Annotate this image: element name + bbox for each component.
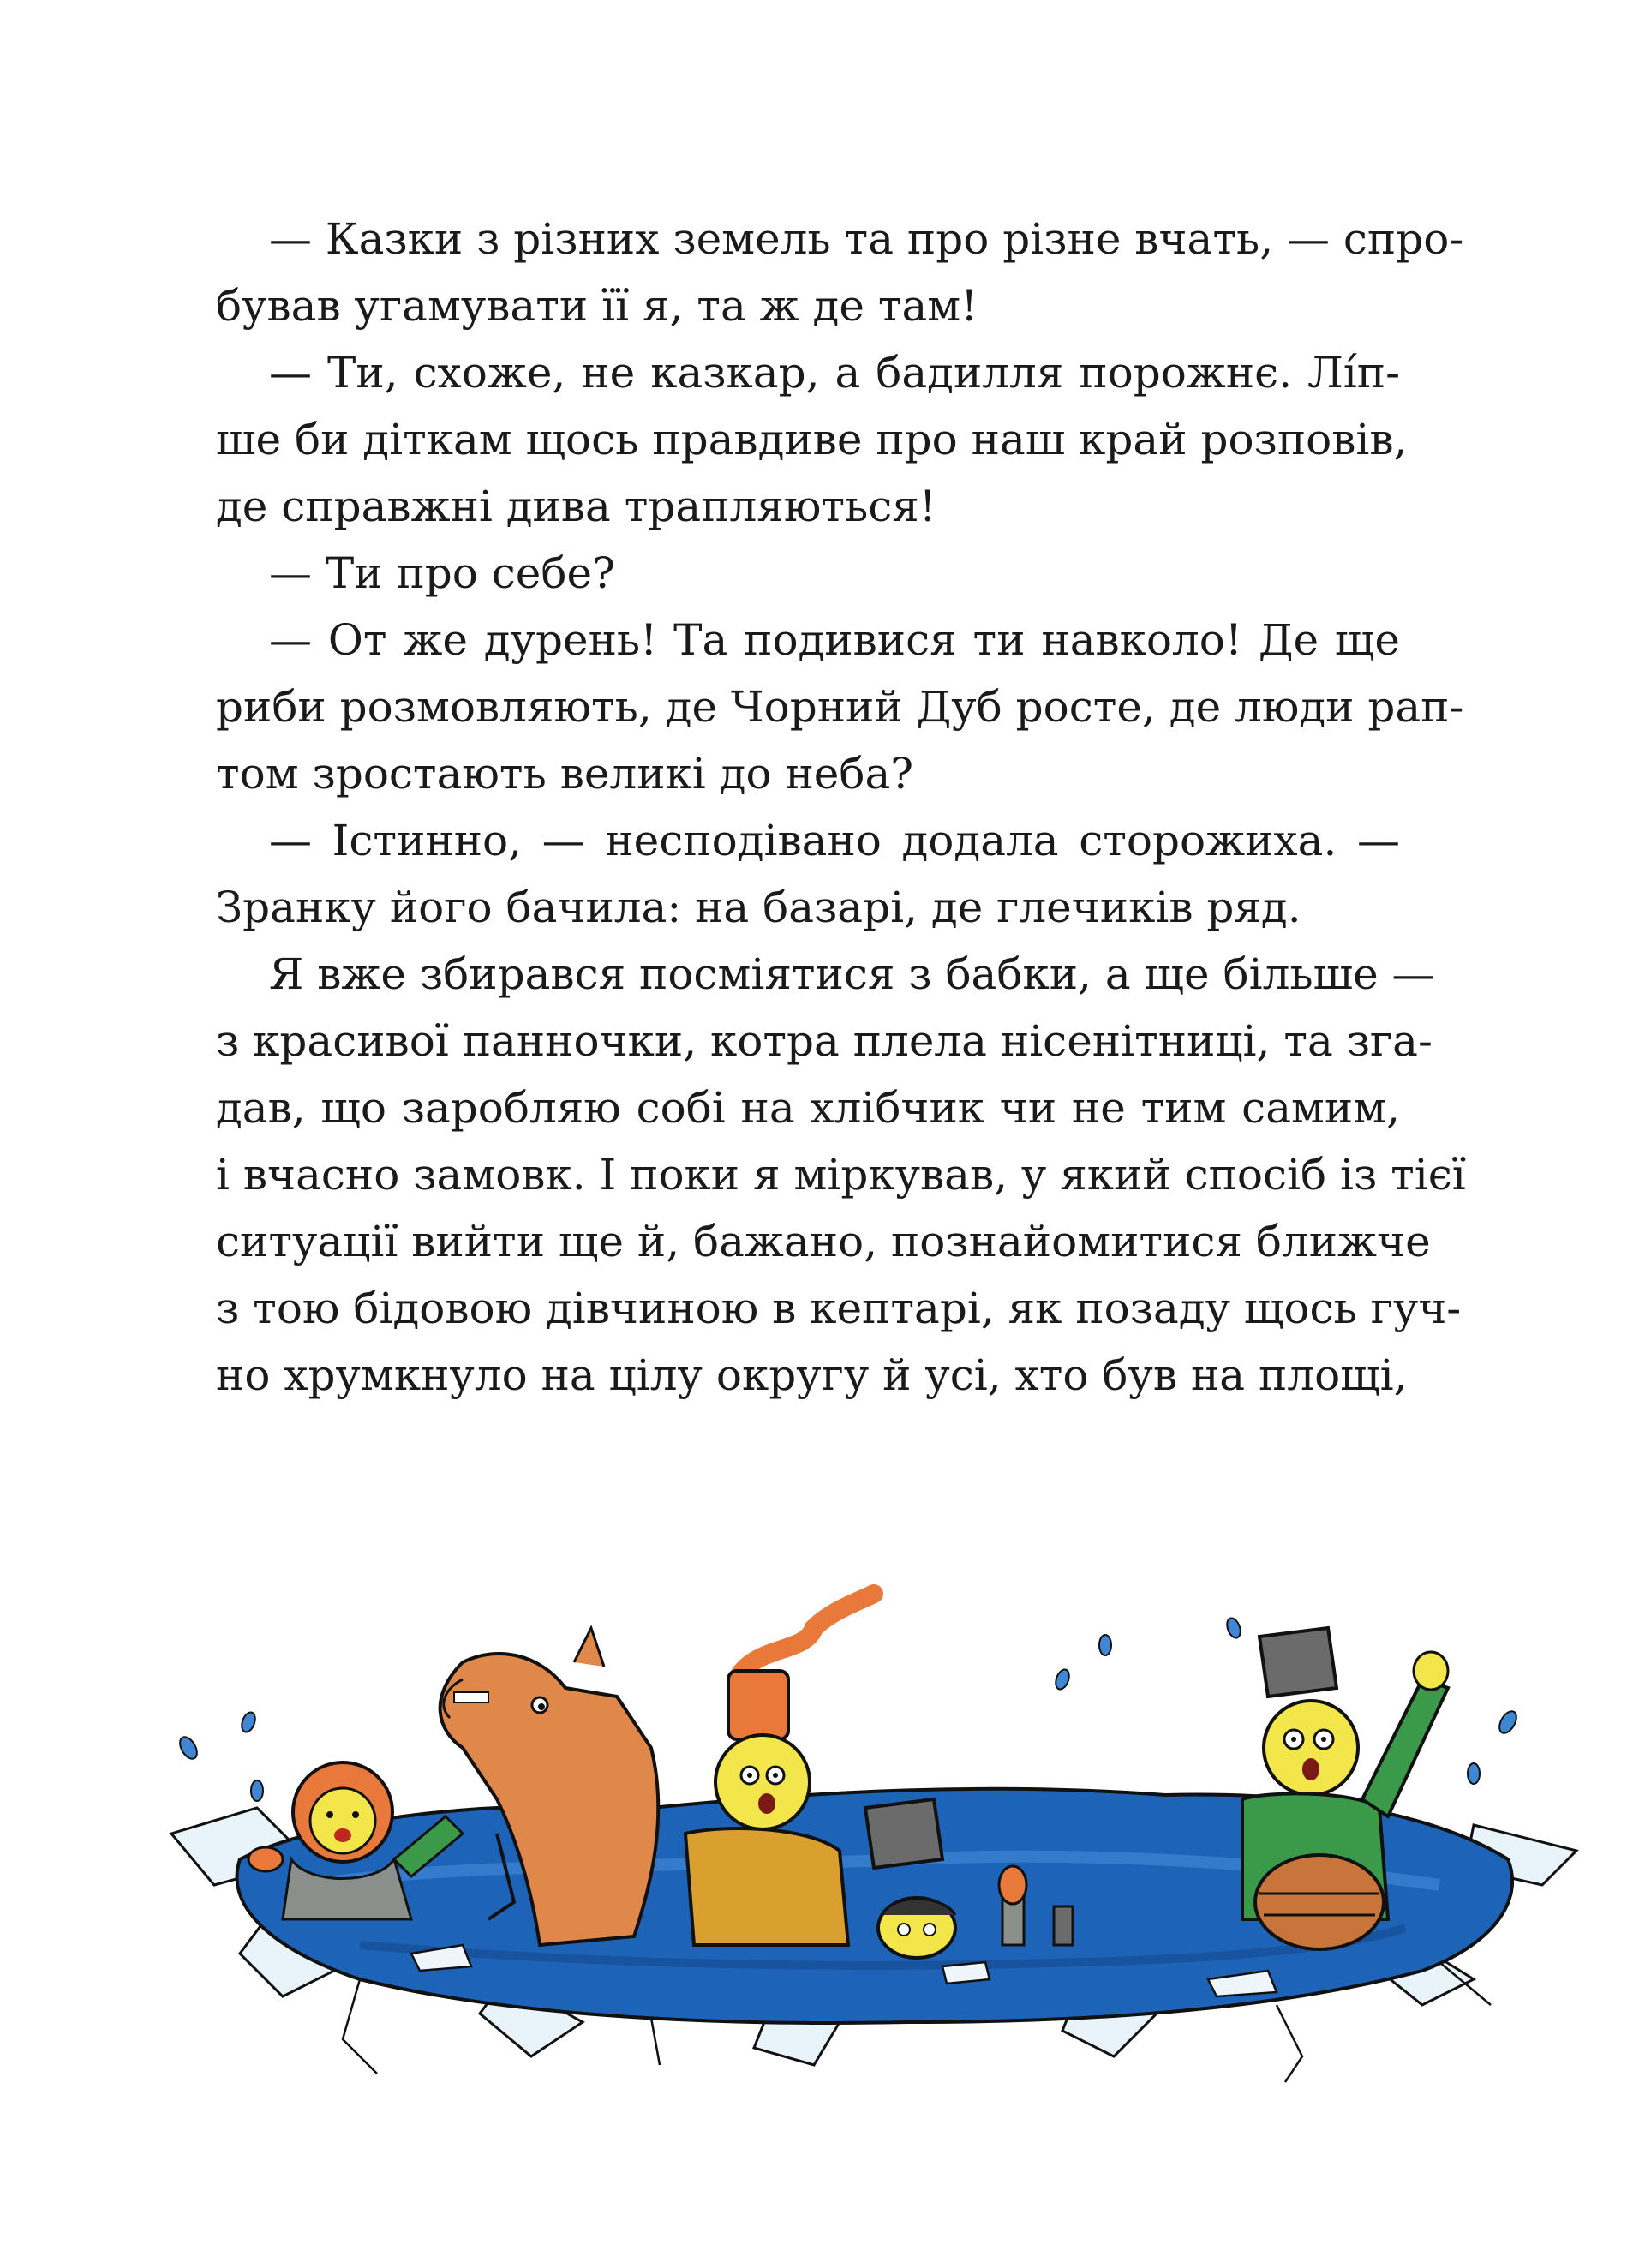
text-line: Зранку його бачила: на базарі, де глечиків ряд. xyxy=(216,883,1301,932)
child-figure xyxy=(878,1898,955,1958)
text-line: ситуації вийти ще й, бажано, познайомитися ближче xyxy=(216,1217,1431,1266)
text-line: і вчасно замовк. І поки я міркував, у який спосіб із тієї xyxy=(216,1150,1466,1200)
text-line: з красивої панночки, котра плела нісенітниці, та зга- xyxy=(216,1016,1433,1066)
text-line: — Істинно, — несподівано додала сторожиха. — xyxy=(269,816,1400,865)
text-line: Я вже збирався посміятися з бабки, а ще більше — xyxy=(269,949,1435,999)
text-line: — От же дурень! Та подивися ти навколо! Де ще xyxy=(269,615,1400,665)
text-line: дав, що заробляю собі на хлібчик чи не тим самим, xyxy=(216,1083,1400,1133)
text-line: — Ти, схоже, не казкар, а бадилля порожнє. Лíп- xyxy=(269,348,1400,398)
ice-break-illustration xyxy=(137,1577,1594,2091)
text-line: бував угамувати її я, та ж де там! xyxy=(216,281,978,331)
text-line: — Ти про себе? xyxy=(269,548,615,598)
text-line: — Казки з різних земель та про різне вчать, — спро- xyxy=(269,214,1464,264)
text-line: риби розмовляють, де Чорний Дуб росте, де люди рап- xyxy=(216,682,1464,732)
text-line: но хрумкнуло на цілу округу й усі, хто був на площі, xyxy=(216,1350,1408,1400)
story-text xyxy=(216,206,1466,1409)
text-line: ше би діткам щось правдиве про наш край розповів, xyxy=(216,415,1408,464)
text-line: з тою бідовою дівчиною в кептарі, як позаду щось гуч- xyxy=(216,1284,1462,1333)
floating-hat xyxy=(865,1799,942,1868)
text-line: де справжні дива трапляються! xyxy=(216,482,936,531)
text-line: том зростають великі до неба? xyxy=(216,749,914,799)
